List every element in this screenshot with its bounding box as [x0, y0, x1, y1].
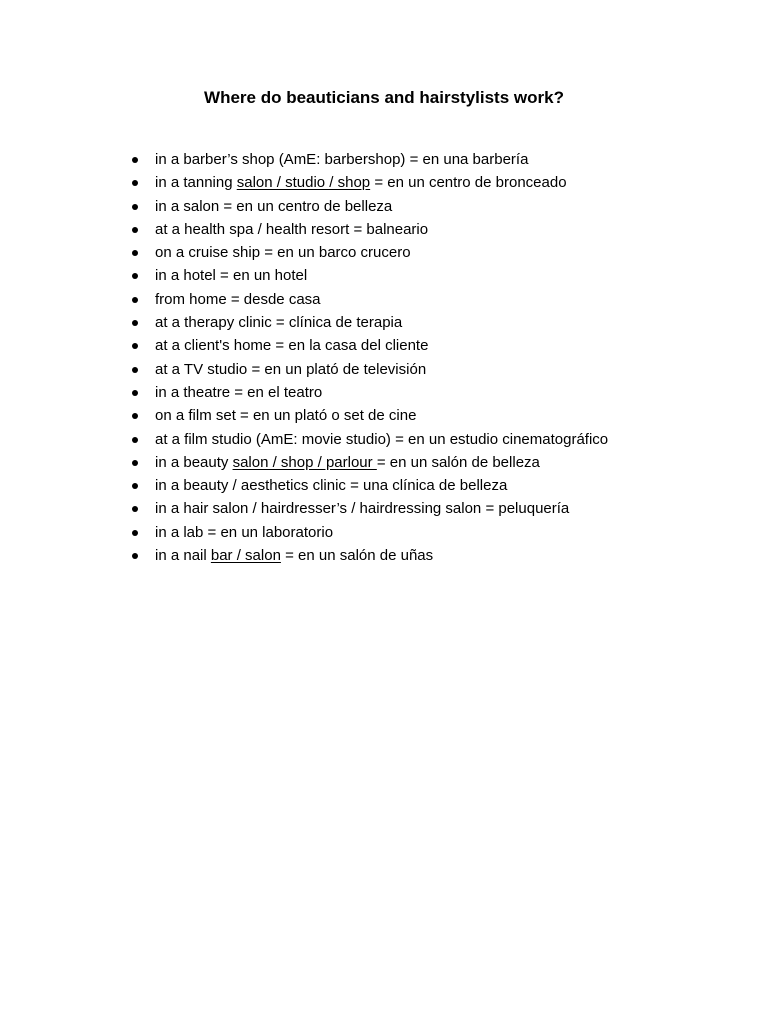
vocabulary-list: [132, 148, 752, 567]
item-text: at a health spa / health resort = balneario: [155, 220, 429, 238]
item-text: in a salon = en un centro de belleza: [155, 197, 393, 215]
item-text: in a theatre = en el teatro: [155, 383, 323, 401]
item-text: at a film studio (AmE: movie studio) = en un estudio cinematográfico: [155, 430, 609, 448]
list-item: [132, 264, 752, 287]
document-title: Where do beauticians and hairstylists work?: [204, 88, 564, 107]
item-text: in a nail: [155, 547, 211, 565]
list-item: [132, 381, 752, 404]
bullet-icon: [132, 390, 138, 396]
list-item: [132, 148, 752, 171]
list-item: [132, 451, 752, 474]
item-text: in a beauty: [155, 453, 233, 471]
bullet-icon: [132, 227, 138, 233]
item-text: at a TV studio = en un plató de televisión: [155, 360, 427, 378]
item-underlined-text: salon / shop / parlour: [232, 453, 377, 471]
list-item: [132, 334, 752, 357]
list-item: [132, 474, 752, 497]
item-text: in a hotel = en un hotel: [155, 267, 308, 285]
item-text: in a beauty / aesthetics clinic = una clínica de belleza: [155, 477, 508, 495]
item-text: from home = desde casa: [155, 290, 321, 308]
item-text: in a lab = en un laboratorio: [155, 523, 334, 541]
item-text: at a client's home = en la casa del cliente: [155, 337, 429, 355]
item-text: on a film set = en un plató o set de cine: [155, 407, 417, 425]
bullet-icon: [132, 204, 138, 210]
list-item: [132, 241, 752, 264]
list-item: [132, 171, 752, 194]
bullet-icon: [132, 506, 138, 512]
bullet-icon: [132, 297, 138, 303]
list-item: [132, 544, 752, 567]
bullet-icon: [132, 553, 138, 559]
list-item: [132, 404, 752, 427]
item-text: at a therapy clinic = clínica de terapia: [155, 314, 403, 332]
list-item: [132, 428, 752, 451]
bullet-icon: [132, 437, 138, 443]
bullet-icon: [132, 180, 138, 186]
list-item: [132, 311, 752, 334]
list-item: [132, 218, 752, 241]
item-text: in a tanning: [155, 174, 237, 192]
list-item: [132, 521, 752, 544]
bullet-icon: [132, 530, 138, 536]
item-underlined-text: bar / salon: [210, 547, 281, 565]
bullet-icon: [132, 320, 138, 326]
list-item: [132, 497, 752, 520]
item-text-after: = en un salón de belleza: [376, 453, 540, 471]
item-text: in a barber’s shop (AmE: barbershop) = en una barbería: [155, 151, 529, 168]
list-item: [132, 288, 752, 311]
bullet-icon: [132, 460, 138, 466]
bullet-icon: [132, 343, 138, 349]
bullet-icon: [132, 367, 138, 373]
list-item: [132, 358, 752, 381]
bullet-icon: [132, 250, 138, 256]
item-text-after: = en un centro de bronceado: [370, 174, 567, 192]
bullet-icon: [132, 413, 138, 419]
item-underlined-text: salon / studio / shop: [236, 174, 371, 192]
item-text: on a cruise ship = en un barco crucero: [155, 244, 411, 262]
list-item: [132, 195, 752, 218]
bullet-icon: [132, 157, 138, 163]
item-text: in a hair salon / hairdresser’s / hairdressing salon = peluquería: [155, 500, 570, 518]
bullet-icon: [132, 483, 138, 489]
bullet-icon: [132, 273, 138, 279]
item-text-after: = en un salón de uñas: [280, 547, 434, 565]
